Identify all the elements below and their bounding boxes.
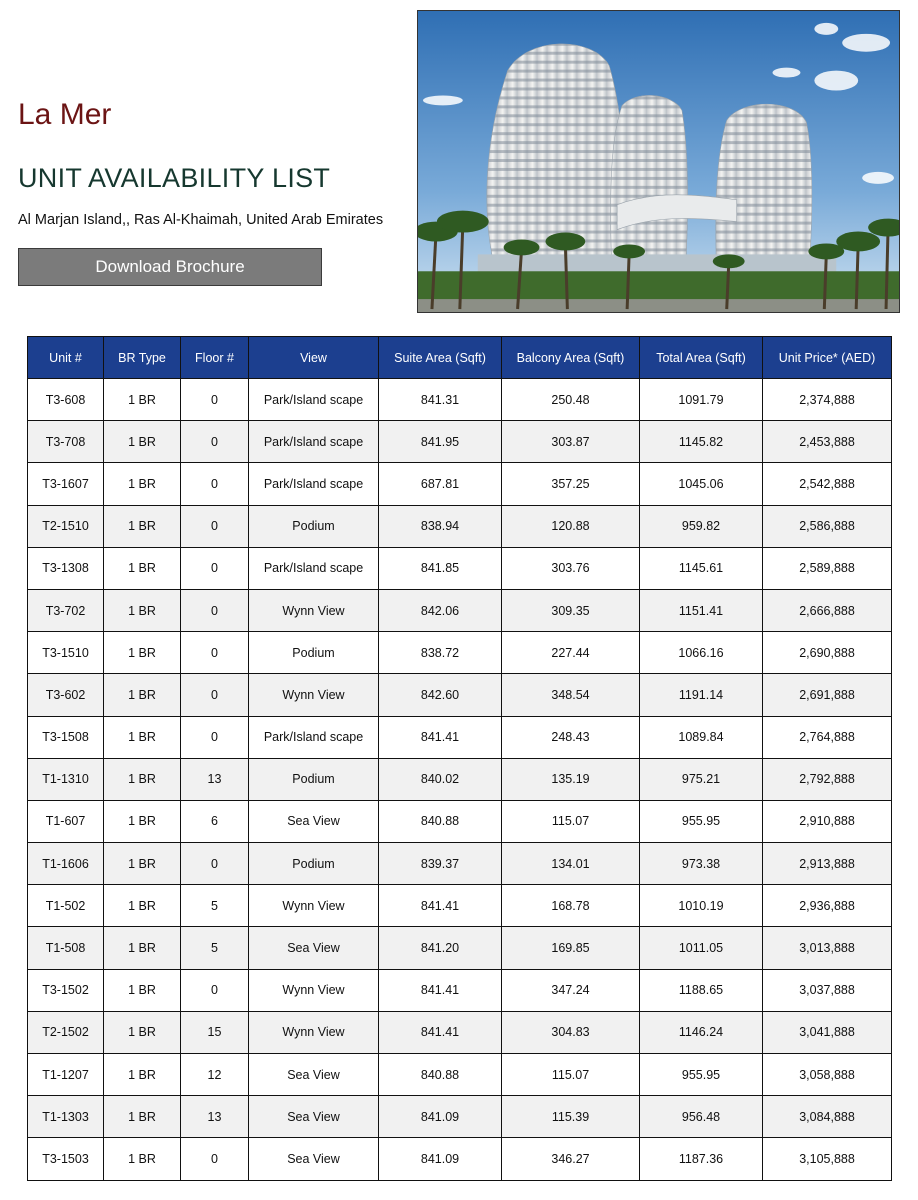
unit-cell: T3-708 bbox=[28, 421, 104, 463]
floor-cell: 5 bbox=[181, 927, 249, 969]
column-header-total-area: Total Area (Sqft) bbox=[640, 337, 763, 379]
unit-cell: T3-608 bbox=[28, 379, 104, 421]
br-type-cell: 1 BR bbox=[104, 1096, 181, 1138]
suite-area-cell: 840.88 bbox=[379, 800, 502, 842]
br-type-cell: 1 BR bbox=[104, 632, 181, 674]
suite-area-cell: 838.94 bbox=[379, 505, 502, 547]
br-type-cell: 1 BR bbox=[104, 421, 181, 463]
balcony-area-cell: 135.19 bbox=[502, 758, 640, 800]
balcony-area-cell: 303.76 bbox=[502, 547, 640, 589]
project-name: La Mer bbox=[18, 98, 112, 131]
page-title: UNIT AVAILABILITY LIST bbox=[18, 163, 331, 193]
table-row bbox=[28, 421, 892, 463]
balcony-area-cell: 346.27 bbox=[502, 1138, 640, 1180]
floor-cell: 13 bbox=[181, 1096, 249, 1138]
unit-availability-table bbox=[27, 336, 892, 1181]
table-row bbox=[28, 1054, 892, 1096]
floor-cell: 0 bbox=[181, 463, 249, 505]
unit-price-cell: 2,690,888 bbox=[763, 632, 892, 674]
view-cell: Sea View bbox=[249, 1138, 379, 1180]
floor-cell: 0 bbox=[181, 379, 249, 421]
unit-cell: T3-1503 bbox=[28, 1138, 104, 1180]
unit-price-cell: 3,041,888 bbox=[763, 1011, 892, 1053]
balcony-area-cell: 248.43 bbox=[502, 716, 640, 758]
table-row bbox=[28, 1096, 892, 1138]
suite-area-cell: 842.06 bbox=[379, 589, 502, 631]
unit-price-cell: 3,037,888 bbox=[763, 969, 892, 1011]
br-type-cell: 1 BR bbox=[104, 758, 181, 800]
suite-area-cell: 841.95 bbox=[379, 421, 502, 463]
total-area-cell: 1089.84 bbox=[640, 716, 763, 758]
unit-price-cell: 2,542,888 bbox=[763, 463, 892, 505]
table-row bbox=[28, 547, 892, 589]
total-area-cell: 959.82 bbox=[640, 505, 763, 547]
column-header-balcony-area: Balcony Area (Sqft) bbox=[502, 337, 640, 379]
table-row bbox=[28, 1138, 892, 1180]
table-row bbox=[28, 758, 892, 800]
total-area-cell: 1011.05 bbox=[640, 927, 763, 969]
floor-cell: 0 bbox=[181, 589, 249, 631]
br-type-cell: 1 BR bbox=[104, 1138, 181, 1180]
unit-price-cell: 2,792,888 bbox=[763, 758, 892, 800]
table-row bbox=[28, 674, 892, 716]
view-cell: Park/Island scape bbox=[249, 379, 379, 421]
floor-cell: 0 bbox=[181, 1138, 249, 1180]
total-area-cell: 1187.36 bbox=[640, 1138, 763, 1180]
view-cell: Park/Island scape bbox=[249, 547, 379, 589]
balcony-area-cell: 115.07 bbox=[502, 800, 640, 842]
floor-cell: 0 bbox=[181, 632, 249, 674]
suite-area-cell: 841.20 bbox=[379, 927, 502, 969]
view-cell: Park/Island scape bbox=[249, 716, 379, 758]
column-header-unit-price: Unit Price* (AED) bbox=[763, 337, 892, 379]
table-row bbox=[28, 589, 892, 631]
view-cell: Sea View bbox=[249, 1054, 379, 1096]
unit-price-cell: 2,764,888 bbox=[763, 716, 892, 758]
unit-price-cell: 2,936,888 bbox=[763, 885, 892, 927]
suite-area-cell: 841.41 bbox=[379, 1011, 502, 1053]
balcony-area-cell: 120.88 bbox=[502, 505, 640, 547]
br-type-cell: 1 BR bbox=[104, 843, 181, 885]
tower-rendering-illustration bbox=[418, 11, 899, 312]
total-area-cell: 1010.19 bbox=[640, 885, 763, 927]
unit-price-cell: 2,374,888 bbox=[763, 379, 892, 421]
table-row bbox=[28, 843, 892, 885]
unit-cell: T1-1606 bbox=[28, 843, 104, 885]
suite-area-cell: 841.31 bbox=[379, 379, 502, 421]
floor-cell: 15 bbox=[181, 1011, 249, 1053]
suite-area-cell: 687.81 bbox=[379, 463, 502, 505]
unit-cell: T1-607 bbox=[28, 800, 104, 842]
balcony-area-cell: 348.54 bbox=[502, 674, 640, 716]
floor-cell: 0 bbox=[181, 547, 249, 589]
unit-cell: T3-1502 bbox=[28, 969, 104, 1011]
unit-cell: T2-1502 bbox=[28, 1011, 104, 1053]
table-row bbox=[28, 505, 892, 547]
suite-area-cell: 842.60 bbox=[379, 674, 502, 716]
unit-cell: T3-1607 bbox=[28, 463, 104, 505]
table-row bbox=[28, 463, 892, 505]
view-cell: Sea View bbox=[249, 1096, 379, 1138]
br-type-cell: 1 BR bbox=[104, 379, 181, 421]
suite-area-cell: 840.88 bbox=[379, 1054, 502, 1096]
project-location: Al Marjan Island,, Ras Al-Khaimah, United Arab Emirates bbox=[18, 212, 384, 228]
view-cell: Park/Island scape bbox=[249, 421, 379, 463]
suite-area-cell: 839.37 bbox=[379, 843, 502, 885]
br-type-cell: 1 BR bbox=[104, 463, 181, 505]
view-cell: Podium bbox=[249, 505, 379, 547]
balcony-area-cell: 250.48 bbox=[502, 379, 640, 421]
unit-price-cell: 2,913,888 bbox=[763, 843, 892, 885]
balcony-area-cell: 169.85 bbox=[502, 927, 640, 969]
unit-cell: T3-1308 bbox=[28, 547, 104, 589]
balcony-area-cell: 227.44 bbox=[502, 632, 640, 674]
floor-cell: 0 bbox=[181, 505, 249, 547]
balcony-area-cell: 134.01 bbox=[502, 843, 640, 885]
unit-price-cell: 3,105,888 bbox=[763, 1138, 892, 1180]
unit-price-cell: 3,058,888 bbox=[763, 1054, 892, 1096]
unit-price-cell: 2,666,888 bbox=[763, 589, 892, 631]
project-hero-image bbox=[417, 10, 900, 313]
column-header-unit: Unit # bbox=[28, 337, 104, 379]
view-cell: Sea View bbox=[249, 927, 379, 969]
view-cell: Wynn View bbox=[249, 674, 379, 716]
br-type-cell: 1 BR bbox=[104, 1011, 181, 1053]
column-header-suite-area: Suite Area (Sqft) bbox=[379, 337, 502, 379]
column-header-view: View bbox=[249, 337, 379, 379]
table-row bbox=[28, 379, 892, 421]
table-row bbox=[28, 969, 892, 1011]
unit-price-cell: 3,084,888 bbox=[763, 1096, 892, 1138]
floor-cell: 0 bbox=[181, 969, 249, 1011]
floor-cell: 6 bbox=[181, 800, 249, 842]
unit-cell: T1-502 bbox=[28, 885, 104, 927]
total-area-cell: 1145.82 bbox=[640, 421, 763, 463]
view-cell: Wynn View bbox=[249, 885, 379, 927]
unit-price-cell: 2,453,888 bbox=[763, 421, 892, 463]
br-type-cell: 1 BR bbox=[104, 716, 181, 758]
total-area-cell: 955.95 bbox=[640, 800, 763, 842]
unit-cell: T3-1508 bbox=[28, 716, 104, 758]
br-type-cell: 1 BR bbox=[104, 1054, 181, 1096]
total-area-cell: 1191.14 bbox=[640, 674, 763, 716]
balcony-area-cell: 168.78 bbox=[502, 885, 640, 927]
unit-cell: T1-508 bbox=[28, 927, 104, 969]
table-row bbox=[28, 1011, 892, 1053]
floor-cell: 12 bbox=[181, 1054, 249, 1096]
view-cell: Wynn View bbox=[249, 589, 379, 631]
total-area-cell: 1091.79 bbox=[640, 379, 763, 421]
total-area-cell: 1151.41 bbox=[640, 589, 763, 631]
balcony-area-cell: 115.07 bbox=[502, 1054, 640, 1096]
balcony-area-cell: 303.87 bbox=[502, 421, 640, 463]
table-row bbox=[28, 632, 892, 674]
download-brochure-button[interactable]: Download Brochure bbox=[18, 248, 322, 286]
total-area-cell: 975.21 bbox=[640, 758, 763, 800]
total-area-cell: 955.95 bbox=[640, 1054, 763, 1096]
total-area-cell: 1146.24 bbox=[640, 1011, 763, 1053]
floor-cell: 0 bbox=[181, 421, 249, 463]
unit-price-cell: 2,691,888 bbox=[763, 674, 892, 716]
view-cell: Wynn View bbox=[249, 1011, 379, 1053]
suite-area-cell: 841.41 bbox=[379, 716, 502, 758]
unit-price-cell: 2,586,888 bbox=[763, 505, 892, 547]
unit-cell: T3-702 bbox=[28, 589, 104, 631]
unit-price-cell: 3,013,888 bbox=[763, 927, 892, 969]
view-cell: Park/Island scape bbox=[249, 463, 379, 505]
unit-cell: T3-1510 bbox=[28, 632, 104, 674]
br-type-cell: 1 BR bbox=[104, 674, 181, 716]
suite-area-cell: 841.85 bbox=[379, 547, 502, 589]
floor-cell: 13 bbox=[181, 758, 249, 800]
suite-area-cell: 841.09 bbox=[379, 1138, 502, 1180]
total-area-cell: 1045.06 bbox=[640, 463, 763, 505]
floor-cell: 0 bbox=[181, 674, 249, 716]
br-type-cell: 1 BR bbox=[104, 927, 181, 969]
suite-area-cell: 841.09 bbox=[379, 1096, 502, 1138]
br-type-cell: 1 BR bbox=[104, 969, 181, 1011]
br-type-cell: 1 BR bbox=[104, 800, 181, 842]
suite-area-cell: 838.72 bbox=[379, 632, 502, 674]
table-row bbox=[28, 885, 892, 927]
view-cell: Podium bbox=[249, 843, 379, 885]
table-header-row bbox=[28, 337, 892, 379]
table-row bbox=[28, 716, 892, 758]
unit-cell: T1-1303 bbox=[28, 1096, 104, 1138]
total-area-cell: 1145.61 bbox=[640, 547, 763, 589]
balcony-area-cell: 347.24 bbox=[502, 969, 640, 1011]
unit-cell: T2-1510 bbox=[28, 505, 104, 547]
table-row bbox=[28, 800, 892, 842]
total-area-cell: 1188.65 bbox=[640, 969, 763, 1011]
column-header-br-type: BR Type bbox=[104, 337, 181, 379]
unit-cell: T1-1310 bbox=[28, 758, 104, 800]
suite-area-cell: 841.41 bbox=[379, 885, 502, 927]
unit-price-cell: 2,910,888 bbox=[763, 800, 892, 842]
view-cell: Sea View bbox=[249, 800, 379, 842]
view-cell: Podium bbox=[249, 758, 379, 800]
view-cell: Podium bbox=[249, 632, 379, 674]
balcony-area-cell: 304.83 bbox=[502, 1011, 640, 1053]
suite-area-cell: 841.41 bbox=[379, 969, 502, 1011]
total-area-cell: 956.48 bbox=[640, 1096, 763, 1138]
unit-price-cell: 2,589,888 bbox=[763, 547, 892, 589]
table-row bbox=[28, 927, 892, 969]
column-header-floor: Floor # bbox=[181, 337, 249, 379]
br-type-cell: 1 BR bbox=[104, 885, 181, 927]
floor-cell: 0 bbox=[181, 843, 249, 885]
balcony-area-cell: 357.25 bbox=[502, 463, 640, 505]
balcony-area-cell: 115.39 bbox=[502, 1096, 640, 1138]
view-cell: Wynn View bbox=[249, 969, 379, 1011]
total-area-cell: 973.38 bbox=[640, 843, 763, 885]
unit-cell: T3-602 bbox=[28, 674, 104, 716]
floor-cell: 5 bbox=[181, 885, 249, 927]
br-type-cell: 1 BR bbox=[104, 589, 181, 631]
br-type-cell: 1 BR bbox=[104, 505, 181, 547]
total-area-cell: 1066.16 bbox=[640, 632, 763, 674]
floor-cell: 0 bbox=[181, 716, 249, 758]
unit-cell: T1-1207 bbox=[28, 1054, 104, 1096]
balcony-area-cell: 309.35 bbox=[502, 589, 640, 631]
suite-area-cell: 840.02 bbox=[379, 758, 502, 800]
br-type-cell: 1 BR bbox=[104, 547, 181, 589]
